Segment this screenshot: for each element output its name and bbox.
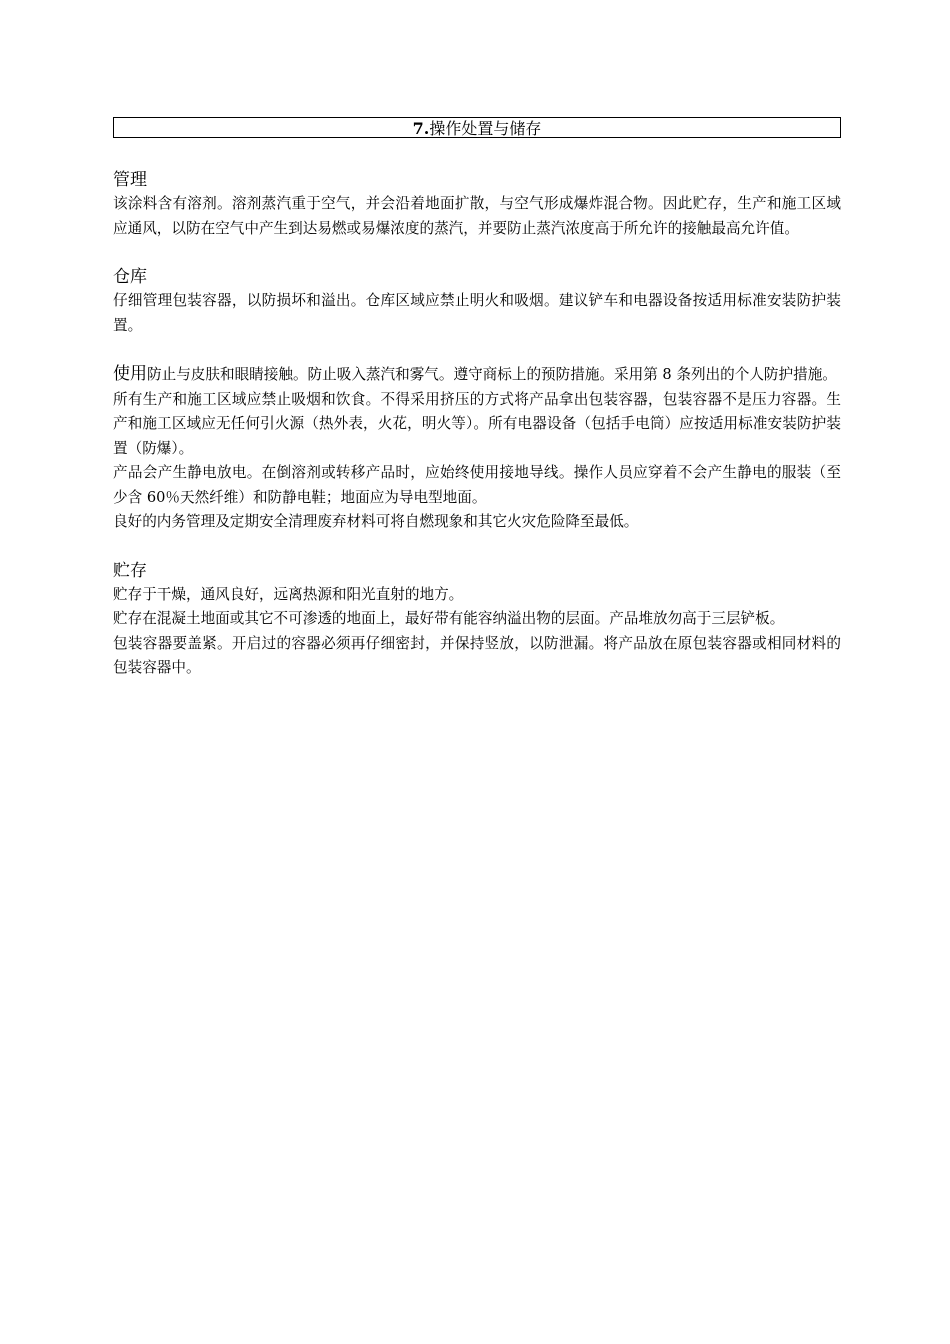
usage-paragraph-1 (113, 362, 841, 388)
document-page (113, 117, 841, 681)
usage-paragraph-3: 产品会产生静电放电。在倒溶剂或转移产品时，应始终使用接地导线。操作人员应穿着不会产生静电的服装（至少含 60％天然纤维）和防静电鞋；地面应为导电型地面。 (113, 464, 841, 506)
warehouse-text: 仔细管理包装容器，以防损坏和溢出。仓库区域应禁止明火和吸烟。建议铲车和电器设备按适用标准安装防护装置。 (113, 292, 841, 334)
warehouse-heading: 仓库 (113, 267, 147, 287)
storage-paragraph-1: 贮存于干燥，通风良好，远离热源和阳光直射的地方。 (113, 585, 464, 603)
section-number: 7. (412, 119, 430, 138)
storage-paragraph-3: 包装容器要盖紧。开启过的容器必须再仔细密封，并保持竖放，以防泄漏。将产品放在原包装容器或相同材料的包装容器中。 (113, 634, 841, 676)
usage-paragraph-2: 所有生产和施工区域应禁止吸烟和饮食。不得采用挤压的方式将产品拿出包装容器，包装容器不是压力容器。生产和施工区域应无任何引火源（热外表，火花，明火等）。所有电器设备（包括手电筒）应按适用标准安装防护装置（防爆）。 (113, 390, 841, 457)
usage-paragraph-1-text: 防止与皮肤和眼睛接触。防止吸入蒸汽和雾气。遵守商标上的预防措施。采用第 8 条列出的个人防护措施。 (147, 366, 837, 383)
warehouse-block (113, 265, 841, 338)
section-title: 操作处置与储存 (429, 119, 542, 138)
usage-block (113, 362, 841, 535)
storage-block (113, 559, 841, 681)
usage-heading: 使用 (113, 364, 147, 384)
management-text: 该涂料含有溶剂。溶剂蒸汽重于空气，并会沿着地面扩散，与空气形成爆炸混合物。因此贮存，生产和施工区域应通风，以防在空气中产生到达易燃或易爆浓度的蒸汽，并要防止蒸汽浓度高于所允许的接触最高允许值。 (113, 195, 841, 237)
management-block (113, 168, 841, 241)
management-heading: 管理 (113, 170, 147, 190)
storage-paragraph-2: 贮存在混凝土地面或其它不可渗透的地面上，最好带有能容纳溢出物的层面。产品堆放勿高于三层铲板。 (113, 610, 785, 627)
usage-paragraph-4: 良好的内务管理及定期安全清理废弃材料可将自燃现象和其它火灾危险降至最低。 (113, 513, 639, 530)
storage-heading: 贮存 (113, 560, 147, 581)
section-title-box (113, 117, 841, 138)
